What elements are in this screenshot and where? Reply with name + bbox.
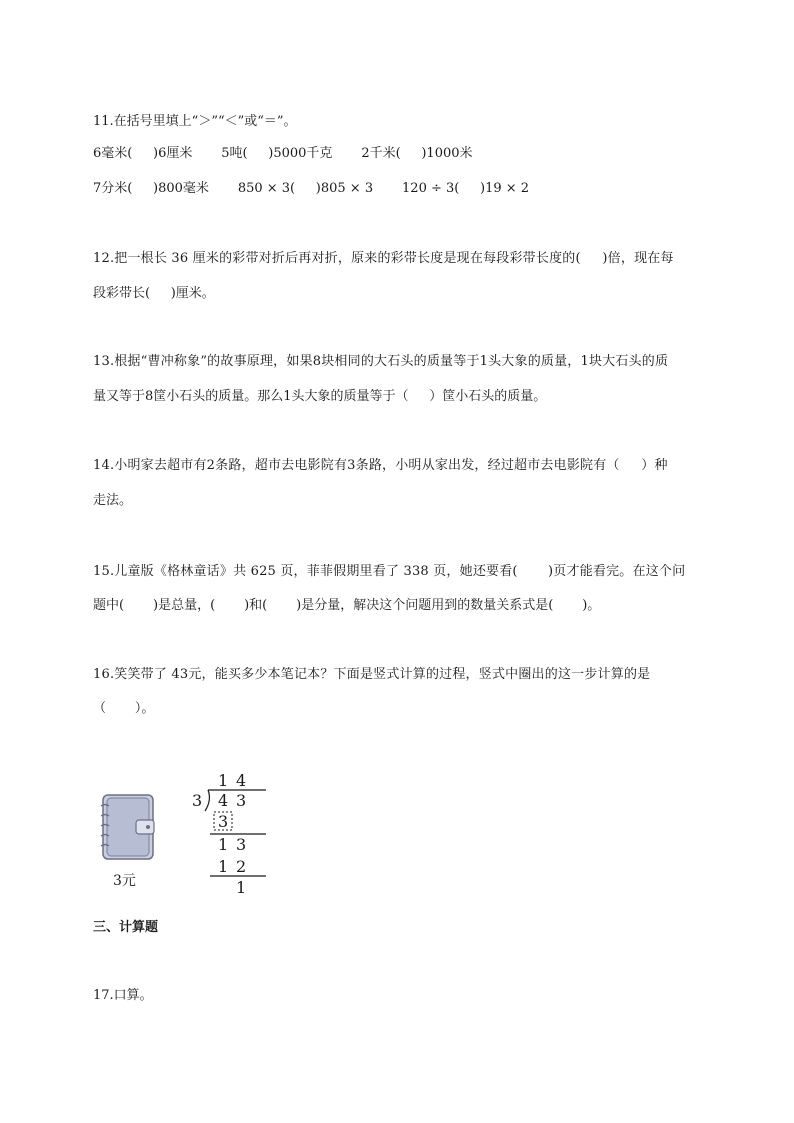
partial-digit: 3	[236, 835, 247, 854]
product-step1: 3	[218, 812, 229, 831]
divisor: 3	[192, 791, 203, 810]
product-digit: 2	[236, 857, 247, 876]
q14-line2: 走法。	[93, 493, 133, 508]
division-bracket	[205, 790, 209, 811]
q16-line2: （ ）。	[93, 701, 155, 716]
dividend-digit: 3	[236, 791, 247, 810]
long-division	[188, 768, 278, 898]
quotient-digit: 4	[236, 771, 247, 790]
partial-digit: 1	[218, 835, 229, 854]
remainder: 1	[236, 878, 247, 897]
section-heading: 三、计算题	[93, 920, 159, 935]
q16-line1: 16.笑笑带了 43元，能买多少本笔记本？下面是竖式计算的过程，竖式中圈出的这一步计算的是	[93, 667, 651, 682]
q12-line1: 12.把一根长 36 厘米的彩带对折后再对折，原来的彩带长度是现在每段彩带长度的( )倍，现在每	[93, 251, 674, 266]
q12-line2: 段彩带长( )厘米。	[93, 286, 215, 301]
q15-line1: 15.儿童版《格林童话》共 625 页，菲菲假期里看了 338 页，她还要看( )页才能看完。在这个问	[93, 564, 686, 579]
q13-line2: 量又等于8筐小石头的质量。那么1头大象的质量等于（ ）筐小石头的质量。	[93, 389, 547, 404]
quotient-digit: 1	[218, 771, 229, 790]
dividend-digit: 4	[218, 791, 229, 810]
notebook-image	[100, 792, 156, 862]
q11-row2: 7分米( )800毫米 850 × 3( )805 × 3 120 ÷ 3( )19 × 2	[93, 181, 530, 196]
notebook-price: 3元	[113, 873, 136, 889]
product-digit: 1	[218, 857, 229, 876]
q14-line1: 14.小明家去超市有2条路，超市去电影院有3条路，小明从家出发，经过超市去电影院有（ ）种	[93, 458, 668, 473]
q11-row1: 6毫米( )6厘米 5吨( )5000千克 2千米( )1000米	[93, 146, 473, 161]
q17-title: 17.口算。	[93, 988, 153, 1003]
q15-line2: 题中( )是总量，( )和( )是分量，解决这个问题用到的数量关系式是( )。	[93, 598, 601, 613]
q13-line1: 13.根据“曹冲称象”的故事原理，如果8块相同的大石头的质量等于1头大象的质量，1块大石头的质	[93, 354, 669, 369]
q11-title: 11.在括号里填上“＞”“＜”或“＝”。	[93, 114, 297, 129]
